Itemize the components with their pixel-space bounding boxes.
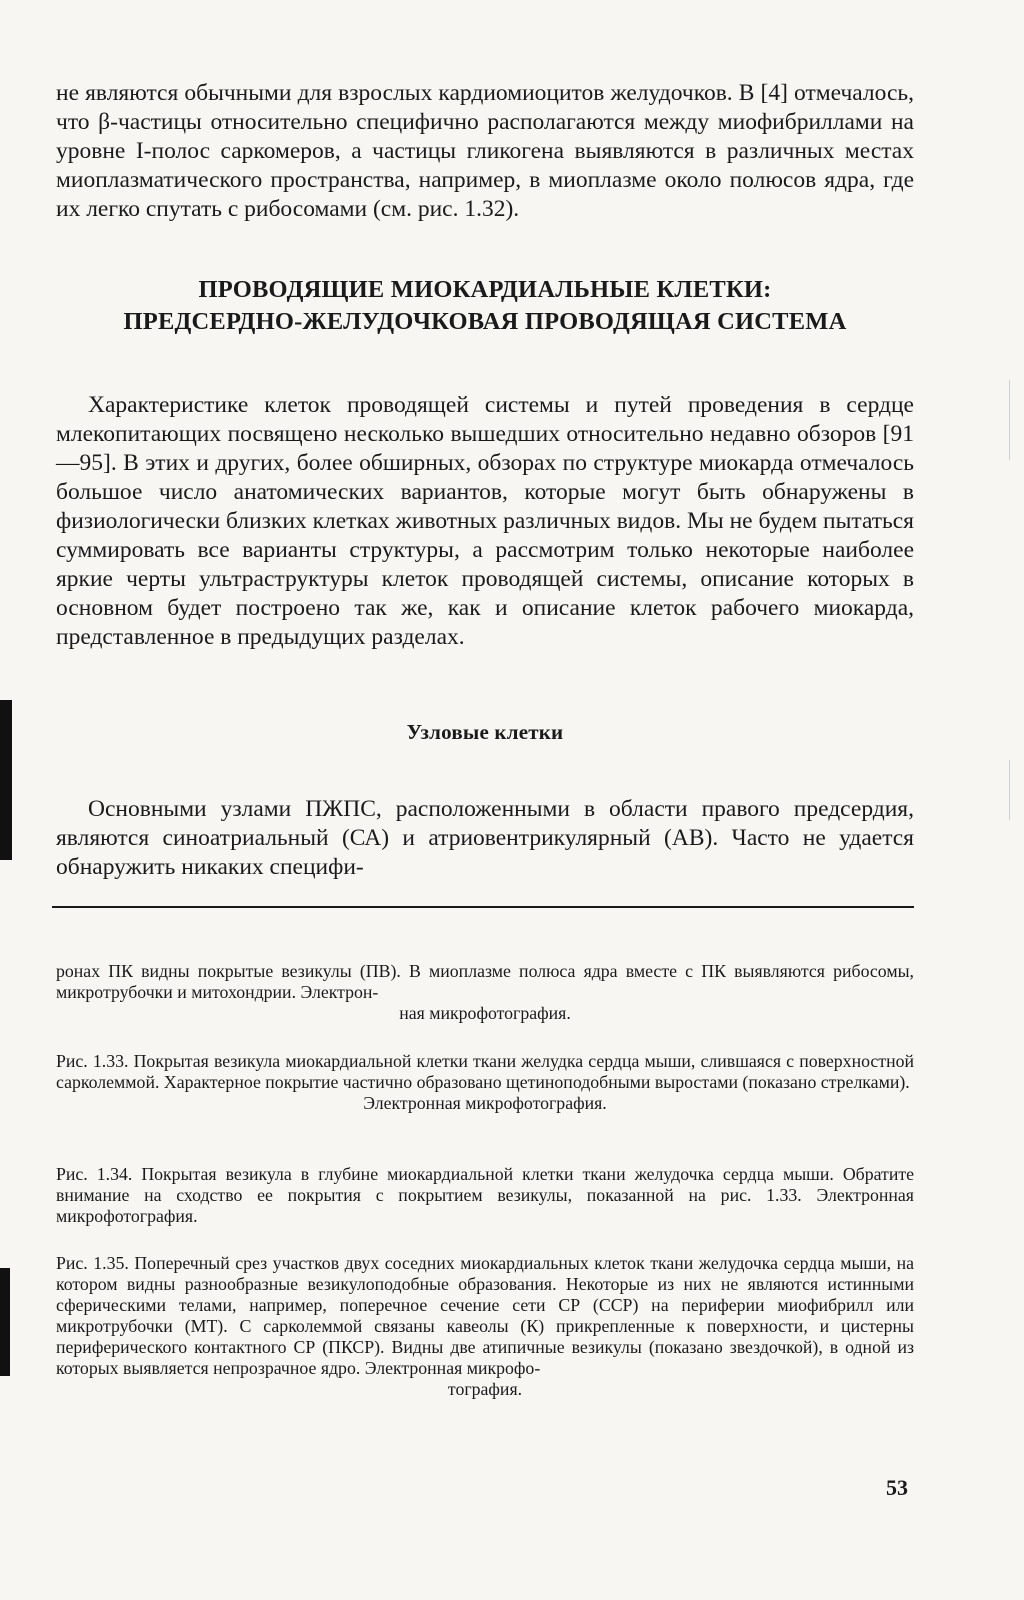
caption-text: Рис. 1.35. Поперечный срез участков двух соседних миокардиальных клеток ткани желудочка сердца мыши, на котором видны разнообразные везикулоподобные образования. Некоторые из них не являются истинными сферическими телами, например, поперечное сечение сети СР (ССР) на периферии миофибрилл или микротрубочки (МТ). С сарколеммой связаны кавеолы (К) прикрепленные к поверхности, и цистерны периферического контактного СР (ПКСР). Видны две атипичные везикулы (показано звездочкой), в одной из которых выявляется непрозрачное ядро. Электронная микрофо- — [56, 1253, 914, 1378]
scan-edge-shadow — [0, 700, 12, 860]
caption-text: Рис. 1.33. Покрытая везикула миокардиальной клетки ткани желудка сердца мыши, слившаяся с поверхностной сарколеммой. Характерное покрытие частично образовано щетиноподобными выростами (показано стрелками). — [56, 1051, 914, 1092]
paragraph-nodal-cells: Основными узлами ПЖПС, расположенными в области правого предсердия, являются синоатриальный (СА) и атриовентрикулярный (АВ). Часто не удается обнаружить никаких специфи- — [56, 795, 914, 880]
figure-caption-1-34 — [56, 1164, 914, 1227]
caption-text: ронах ПК видны покрытые везикулы (ПВ). В миоплазме полюса ядра вместе с ПК выявляются рибосомы, микротрубочки и митохондрии. Электрон- — [56, 961, 914, 1002]
margin-line — [1009, 380, 1010, 460]
figure-caption-1-33 — [56, 1051, 914, 1114]
caption-divider — [52, 906, 914, 908]
section-heading — [56, 274, 914, 338]
caption-text: Рис. 1.34. Покрытая везикула в глубине миокардиальной клетки ткани желудочка сердца мыши. Обратите внимание на сходство ее покрытия с покрытием везикулы, показанной на рис. 1.33. Электронная микрофотография. — [56, 1164, 914, 1226]
caption-tail: ная микрофотография. — [399, 1003, 571, 1023]
section-heading-line-1: ПРОВОДЯЩИЕ МИОКАРДИАЛЬНЫЕ КЛЕТКИ: — [198, 276, 772, 303]
scan-edge-shadow — [0, 1268, 10, 1376]
caption-tail: тография. — [447, 1379, 523, 1399]
figure-caption-1-35 — [56, 1253, 914, 1400]
margin-line — [1009, 760, 1010, 820]
caption-tail: Электронная микрофотография. — [363, 1093, 607, 1113]
paragraph-conduction-system: Характеристике клеток проводящей системы и путей проведения в сердце млекопитающих посвящено несколько вышедших относительно недавно обзоров [91—95]. В этих и других, более обширных, обзорах по структуре миокарда отмечалось большое число анатомических вариантов, которые могут быть обнаружены в физиологически близких клетках животных различных видов. Мы не будем пытаться суммировать все варианты структуры, а рассмотрим только некоторые наиболее яркие черты ультраструктуры клеток проводящей системы, описание которых в основном будет построено так же, как и описание клеток рабочего миокарда, представленное в предыдущих разделах. — [56, 391, 914, 650]
subsection-heading: Узловые клетки — [406, 720, 564, 744]
section-heading-line-2: ПРЕДСЕРДНО-ЖЕЛУДОЧКОВАЯ ПРОВОДЯЩАЯ СИСТЕМА — [123, 308, 847, 335]
page-number: 53 — [886, 1475, 908, 1500]
paragraph-glycogen: не являются обычными для взрослых кардиомиоцитов желудочков. В [4] отмечалось, что β-частицы относительно специфично располагаются между миофибриллами на уровне I-полос саркомеров, а частицы гликогена выявляются в различных местах миоплазматического пространства, например, в миоплазме около полюсов ядра, где их легко спутать с рибосомами (см. рис. 1.32). — [56, 79, 914, 222]
figure-caption-continued — [56, 961, 914, 1024]
